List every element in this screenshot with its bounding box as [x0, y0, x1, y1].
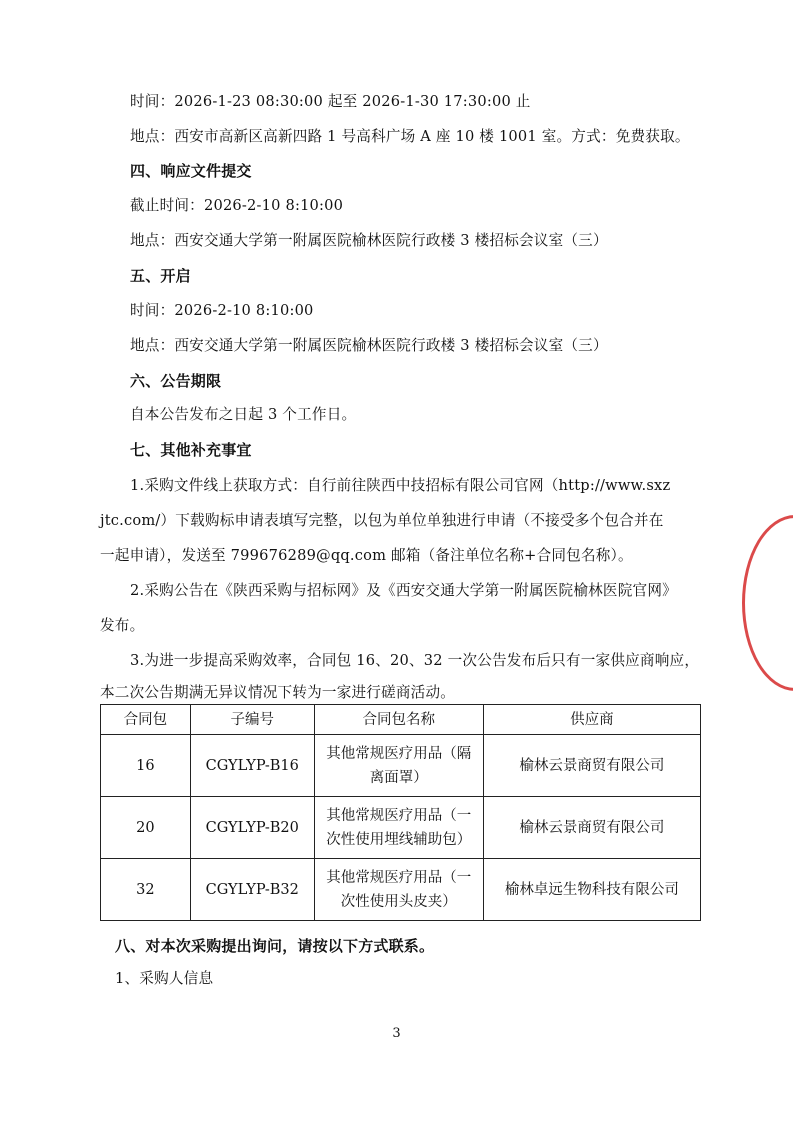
section-heading-inquiry: 八、对本次采购提出询问，请按以下方式联系。	[115, 937, 435, 955]
official-seal-stamp	[742, 515, 793, 691]
paragraph-1-line-3: 一起申请），发送至 799676289@qq.com 邮箱（备注单位名称+合同包名称）。	[100, 547, 633, 564]
deadline-line: 截止时间：2026-2-10 8:10:00	[130, 197, 344, 214]
package-name-line-2: 次性使用埋线辅助包）	[326, 831, 472, 848]
paragraph-3-line-2: 本二次公告期满无异议情况下转为一家进行磋商活动。	[100, 684, 456, 701]
table-row	[101, 859, 701, 921]
section-heading-opening: 五、开启	[130, 267, 191, 285]
cell-supplier: 榆林卓远生物科技有限公司	[483, 859, 700, 921]
page-number: 3	[392, 1026, 401, 1041]
section-heading-other: 七、其他补充事宜	[130, 441, 252, 459]
cell-subcode: CGYLYP-B16	[190, 735, 314, 797]
header-subcode: 子编号	[190, 705, 314, 735]
package-name-line-1: 其他常规医疗用品（一	[326, 807, 472, 824]
paragraph-1-line-1: 1.采购文件线上获取方式：自行前往陕西中技招标有限公司官网（http://www.sxz	[130, 477, 671, 494]
table-row	[101, 735, 701, 797]
package-name-line-1: 其他常规医疗用品（一	[326, 869, 472, 886]
table-row	[101, 797, 701, 859]
package-name-line-1: 其他常规医疗用品（隔	[326, 745, 472, 762]
cell-package-name	[314, 797, 483, 859]
cell-supplier: 榆林云景商贸有限公司	[483, 735, 700, 797]
purchaser-info-line: 1、采购人信息	[115, 970, 214, 987]
opening-time-line: 时间：2026-2-10 8:10:00	[130, 302, 314, 319]
paragraph-2-line-2: 发布。	[100, 617, 145, 634]
header-supplier: 供应商	[483, 705, 700, 735]
opening-location-line: 地点：西安交通大学第一附属医院榆林医院行政楼 3 楼招标会议室（三）	[130, 337, 608, 354]
submission-location-line: 地点：西安交通大学第一附属医院榆林医院行政楼 3 楼招标会议室（三）	[130, 232, 608, 249]
section-heading-submission: 四、响应文件提交	[130, 162, 252, 180]
header-package: 合同包	[101, 705, 191, 735]
cell-package-name	[314, 859, 483, 921]
cell-package-name	[314, 735, 483, 797]
cell-supplier: 榆林云景商贸有限公司	[483, 797, 700, 859]
paragraph-1-line-2: jtc.com/）下载购标申请表填写完整，以包为单位单独进行申请（不接受多个包合并在	[100, 512, 664, 529]
header-package-name: 合同包名称	[314, 705, 483, 735]
package-name-line-2: 次性使用头皮夹）	[340, 893, 457, 910]
section-heading-period: 六、公告期限	[130, 372, 222, 390]
package-name-line-2: 离面罩）	[369, 769, 428, 786]
contract-table	[100, 704, 701, 921]
period-line: 自本公告发布之日起 3 个工作日。	[130, 406, 357, 423]
paragraph-3-line-1: 3.为进一步提高采购效率，合同包 16、20、32 一次公告发布后只有一家供应商响应，	[130, 652, 700, 669]
cell-package: 32	[101, 859, 191, 921]
cell-subcode: CGYLYP-B20	[190, 797, 314, 859]
cell-package: 16	[101, 735, 191, 797]
table-header-row	[101, 705, 701, 735]
cell-subcode: CGYLYP-B32	[190, 859, 314, 921]
open-time-line: 时间：2026-1-23 08:30:00 起至 2026-1-30 17:30:00 止	[130, 93, 531, 110]
open-location-line: 地点：西安市高新区高新四路 1 号高科广场 A 座 10 楼 1001 室。方式：免费获取。	[130, 128, 690, 145]
cell-package: 20	[101, 797, 191, 859]
paragraph-2-line-1: 2.采购公告在《陕西采购与招标网》及《西安交通大学第一附属医院榆林医院官网》	[130, 582, 677, 599]
